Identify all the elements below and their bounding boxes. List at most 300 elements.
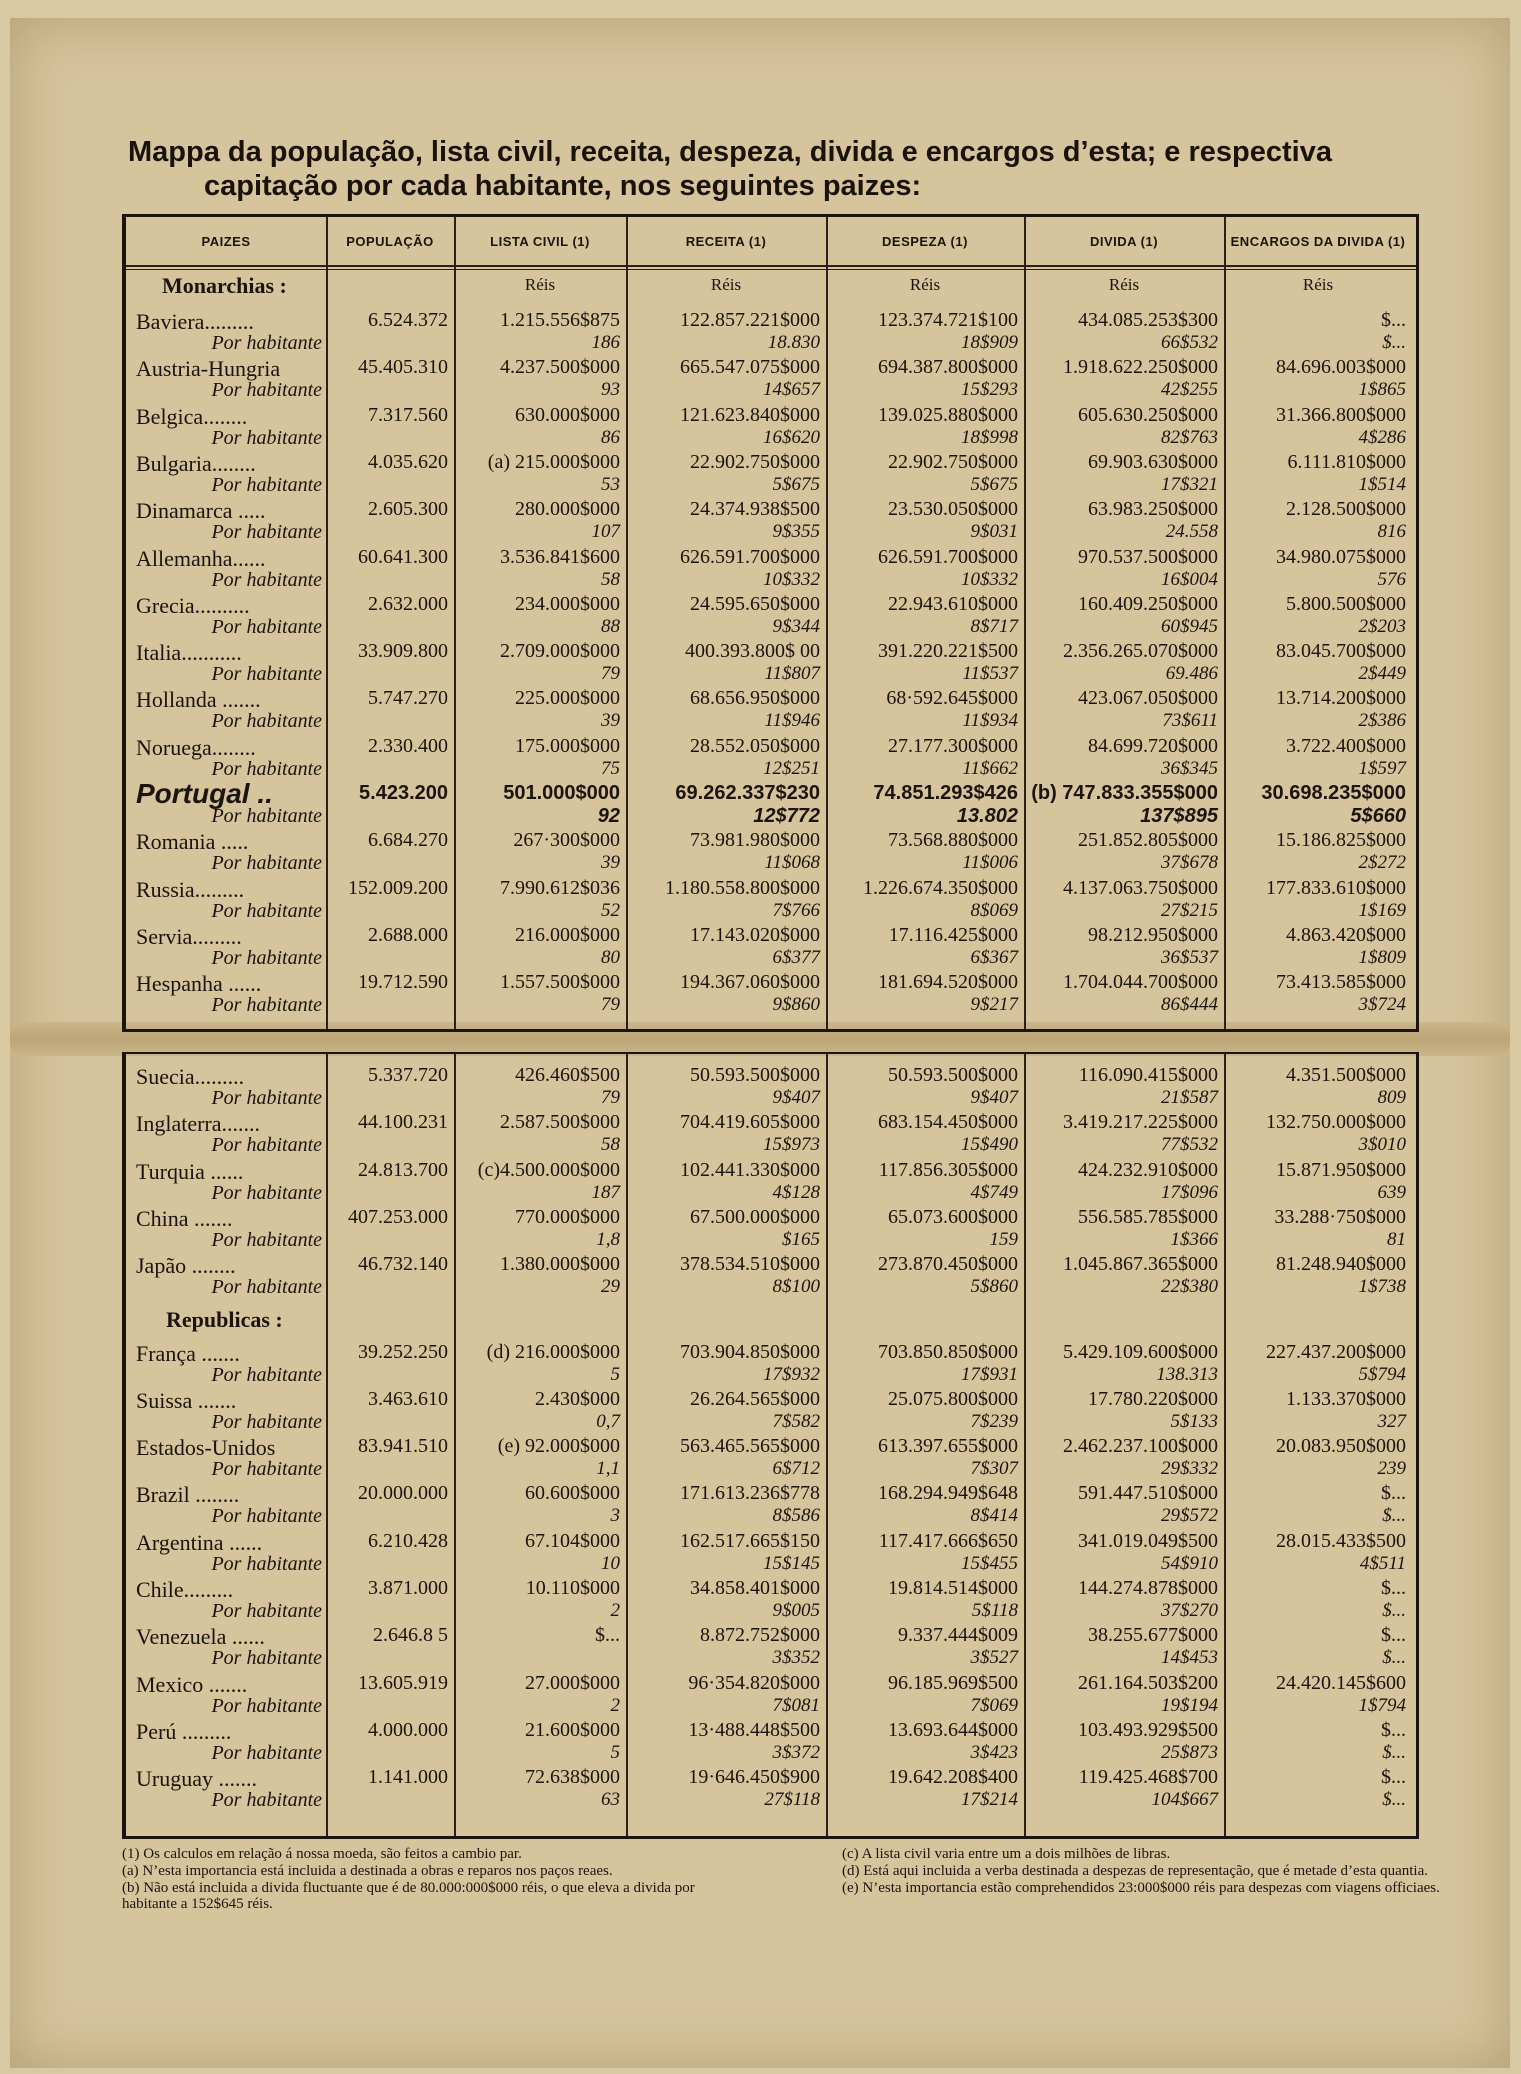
per-capita-despeza: 9$031	[970, 521, 1018, 543]
header-rule	[126, 265, 1416, 267]
cell-encargos: 81.248.940$000	[1276, 1253, 1406, 1276]
cell-pop: 2.330.400	[368, 734, 448, 757]
per-capita-receita: 3$372	[772, 1741, 820, 1763]
per-capita-divida: 16$004	[1161, 568, 1218, 590]
per-capita-label: Por habitante	[211, 568, 322, 591]
per-capita-label: Por habitante	[211, 426, 322, 449]
per-capita-despeza: 11$662	[962, 757, 1018, 779]
cell-pop: 6.524.372	[368, 309, 448, 331]
table-row	[126, 1624, 1416, 1672]
cell-despeza: 50.593.500$000	[888, 1064, 1018, 1086]
per-capita-receita: 18.830	[767, 332, 820, 353]
cell-despeza: 22.943.610$000	[888, 592, 1018, 615]
table-row	[126, 1577, 1416, 1625]
country-name: Turquia ......	[136, 1158, 244, 1184]
per-capita-divida: 24.558	[1165, 521, 1218, 543]
per-capita-label: Por habitante	[211, 1410, 322, 1433]
cell-pop: 4.035.620	[368, 450, 448, 473]
per-capita-lista: 2	[610, 1694, 620, 1716]
per-capita-despeza: 15$455	[961, 1552, 1018, 1574]
table-row	[126, 1766, 1416, 1814]
per-capita-lista: 5	[610, 1741, 620, 1763]
cell-despeza: 1.226.674.350$000	[863, 876, 1018, 899]
per-capita-despeza: 9$407	[970, 1087, 1018, 1108]
cell-divida: 144.274.878$000	[1078, 1577, 1218, 1599]
per-capita-despeza: 8$069	[970, 899, 1018, 921]
cell-despeza: 23.530.050$000	[888, 498, 1018, 521]
per-capita-lista: 10	[601, 1552, 620, 1574]
per-capita-despeza: 4$749	[970, 1181, 1018, 1203]
per-capita-encargos: 639	[1377, 1181, 1406, 1203]
cell-despeza: 74.851.293$426	[873, 782, 1018, 804]
cell-lista: 60.600$000	[525, 1482, 620, 1505]
table-row	[126, 356, 1416, 404]
per-capita-encargos: $...	[1382, 332, 1406, 353]
cell-encargos: 4.863.420$000	[1286, 923, 1406, 946]
cell-divida: 605.630.250$000	[1078, 403, 1218, 426]
footnote-1: (1) Os calculos em relação á nossa moeda, são feitos a cambio par.	[122, 1846, 522, 1862]
footnotes-left	[122, 1846, 742, 1913]
table-row	[126, 451, 1416, 499]
cell-encargos: 20.083.950$000	[1276, 1435, 1406, 1458]
cell-divida: 63.983.250$000	[1088, 498, 1218, 521]
cell-divida: 556.585.785$000	[1078, 1205, 1218, 1228]
country-name: Estados-Unidos	[136, 1435, 276, 1461]
unit-label: Réis	[1108, 275, 1140, 294]
cell-lista: 1.380.000$000	[500, 1253, 620, 1276]
table-row	[126, 971, 1416, 1019]
per-capita-divida: 37$270	[1161, 1600, 1218, 1621]
per-capita-encargos: 1$597	[1358, 757, 1406, 779]
per-capita-label: Por habitante	[211, 994, 322, 1017]
table-part-2	[122, 1052, 1419, 1839]
cell-pop: 5.423.200	[359, 782, 448, 804]
table-row	[126, 1206, 1416, 1254]
per-capita-encargos: $...	[1382, 1600, 1406, 1621]
per-capita-receita: 9$344	[772, 615, 820, 637]
per-capita-label: Por habitante	[211, 946, 322, 969]
per-capita-receita: 4$128	[772, 1181, 820, 1203]
per-capita-encargos: 2$449	[1358, 663, 1406, 685]
cell-receita: 122.857.221$000	[680, 309, 820, 331]
per-capita-lista: 29	[601, 1276, 620, 1298]
cell-lista: 630.000$000	[515, 403, 620, 426]
per-capita-label: Por habitante	[211, 852, 322, 875]
cell-lista: 225.000$000	[515, 687, 620, 710]
cell-divida: 1.045.867.365$000	[1063, 1253, 1218, 1276]
per-capita-despeza: 11$537	[962, 663, 1018, 685]
per-capita-lista: 107	[591, 521, 620, 543]
footnote-c: (c) A lista civil varia entre um a dois milhões de libras.	[842, 1846, 1171, 1862]
cell-divida: 341.019.049$500	[1078, 1529, 1218, 1552]
country-name: Chile.........	[136, 1577, 234, 1602]
per-capita-label: Por habitante	[211, 805, 322, 827]
cell-lista: 67.104$000	[525, 1529, 620, 1552]
per-capita-receita: 9$860	[772, 994, 820, 1016]
country-name: Venezuela ......	[136, 1624, 265, 1650]
per-capita-despeza: 5$675	[970, 473, 1018, 495]
per-capita-encargos: 2$203	[1358, 615, 1406, 637]
cell-lista: 4.237.500$000	[500, 356, 620, 379]
column-header-lista: LISTA CIVIL (1)	[490, 233, 590, 249]
cell-receita: 400.393.800$ 00	[685, 640, 820, 663]
cell-despeza: 391.220.221$500	[878, 640, 1018, 663]
per-capita-divida: 14$453	[1161, 1647, 1218, 1669]
cell-receita: 24.595.650$000	[690, 592, 820, 615]
country-name: Bulgaria........	[136, 450, 256, 476]
cell-divida: 98.212.950$000	[1088, 923, 1218, 946]
cell-divida: 970.537.500$000	[1078, 545, 1218, 568]
cell-encargos: 4.351.500$000	[1286, 1064, 1406, 1086]
per-capita-receita: 3$352	[772, 1647, 820, 1669]
per-capita-lista: 75	[601, 757, 620, 779]
cell-pop: 407.253.000	[348, 1205, 448, 1228]
cell-pop: 2.632.000	[368, 592, 448, 615]
per-capita-lista: 5	[610, 1363, 620, 1385]
cell-lista: 770.000$000	[515, 1205, 620, 1228]
cell-despeza: 19.814.514$000	[888, 1577, 1018, 1599]
per-capita-label: Por habitante	[211, 899, 322, 922]
per-capita-encargos: 2$272	[1358, 852, 1406, 874]
cell-encargos: $...	[1381, 1482, 1406, 1505]
per-capita-lista: 80	[601, 946, 620, 968]
table-row	[126, 546, 1416, 594]
per-capita-label: Por habitante	[211, 663, 322, 686]
per-capita-encargos: 809	[1377, 1087, 1406, 1108]
cell-pop: 33.909.800	[358, 640, 448, 663]
cell-divida: 261.164.503$200	[1078, 1671, 1218, 1694]
cell-pop: 44.100.231	[358, 1111, 448, 1134]
country-name: Inglaterra.......	[136, 1111, 260, 1137]
cell-encargos: $...	[1381, 1718, 1406, 1741]
per-capita-encargos: 2$386	[1358, 710, 1406, 732]
per-capita-divida: 82$763	[1161, 426, 1218, 448]
cell-encargos: $...	[1381, 309, 1406, 331]
per-capita-divida: 37$678	[1161, 852, 1218, 874]
per-capita-despeza: 15$490	[961, 1134, 1018, 1156]
country-name: França .......	[136, 1340, 240, 1366]
cell-receita: 34.858.401$000	[690, 1577, 820, 1599]
cell-pop: 5.747.270	[368, 687, 448, 710]
cell-divida: 17.780.220$000	[1088, 1387, 1218, 1410]
per-capita-lista: 79	[601, 994, 620, 1016]
cell-despeza: 613.397.655$000	[878, 1435, 1018, 1458]
per-capita-despeza: 10$332	[961, 568, 1018, 590]
per-capita-divida: 22$380	[1161, 1276, 1218, 1298]
per-capita-label: Por habitante	[211, 379, 322, 402]
per-capita-label: Por habitante	[211, 757, 322, 780]
cell-despeza: 703.850.850$000	[878, 1340, 1018, 1363]
per-capita-encargos: 81	[1387, 1228, 1406, 1250]
per-capita-divida: 17$321	[1161, 473, 1218, 495]
cell-encargos: 227.437.200$000	[1266, 1340, 1406, 1363]
per-capita-divida: 54$910	[1161, 1552, 1218, 1574]
per-capita-despeza: 7$069	[970, 1694, 1018, 1716]
per-capita-lista: 187	[591, 1181, 620, 1203]
cell-pop: 24.813.700	[358, 1158, 448, 1181]
cell-despeza: 25.075.800$000	[888, 1387, 1018, 1410]
cell-receita: 102.441.330$000	[680, 1158, 820, 1181]
table-row	[126, 1435, 1416, 1483]
per-capita-label: Por habitante	[211, 1789, 322, 1812]
country-name: Suissa .......	[136, 1387, 237, 1413]
per-capita-label: Por habitante	[211, 332, 322, 354]
cell-receita: 73.981.980$000	[690, 829, 820, 852]
cell-lista: 1.215.556$875	[500, 309, 620, 331]
table-row	[126, 1341, 1416, 1389]
per-capita-label: Por habitante	[211, 1600, 322, 1622]
cell-divida: 2.356.265.070$000	[1063, 640, 1218, 663]
cell-receita: 67.500.000$000	[690, 1205, 820, 1228]
cell-lista: 1.557.500$000	[500, 971, 620, 994]
per-capita-despeza: 15$293	[961, 379, 1018, 401]
cell-encargos: 34.980.075$000	[1276, 545, 1406, 568]
table-row	[126, 1672, 1416, 1720]
per-capita-receita: 7$582	[772, 1410, 820, 1432]
per-capita-divida: 138.313	[1156, 1363, 1218, 1385]
cell-divida: 3.419.217.225$000	[1063, 1111, 1218, 1134]
per-capita-divida: 60$945	[1161, 615, 1218, 637]
cell-receita: 704.419.605$000	[680, 1111, 820, 1134]
cell-despeza: 117.417.666$650	[878, 1529, 1018, 1552]
cell-lista: $...	[595, 1624, 620, 1647]
per-capita-label: Por habitante	[211, 1458, 322, 1481]
per-capita-divida: 1$366	[1170, 1228, 1218, 1250]
per-capita-lista: 86	[601, 426, 620, 448]
cell-receita: 665.547.075$000	[680, 356, 820, 379]
cell-lista: 72.638$000	[525, 1766, 620, 1789]
per-capita-lista: 88	[601, 615, 620, 637]
column-header-encargos: ENCARGOS DA DIVIDA (1)	[1230, 233, 1406, 249]
cell-pop: 2.646.8 5	[373, 1624, 448, 1647]
per-capita-receita: 15$973	[763, 1134, 820, 1156]
table-row	[126, 1159, 1416, 1207]
cell-lista: 2.587.500$000	[500, 1111, 620, 1134]
table-row	[126, 404, 1416, 452]
unit-label: Réis	[710, 275, 742, 294]
per-capita-lista: 1,8	[596, 1228, 620, 1250]
per-capita-encargos: 239	[1377, 1458, 1406, 1480]
cell-despeza: 683.154.450$000	[878, 1111, 1018, 1134]
per-capita-despeza: 11$006	[962, 852, 1018, 874]
cell-lista: 2.430$000	[535, 1387, 620, 1410]
cell-pop: 6.210.428	[368, 1529, 448, 1552]
cell-despeza: 694.387.800$000	[878, 356, 1018, 379]
per-capita-despeza: 6$367	[970, 946, 1018, 968]
per-capita-receita: 11$068	[764, 852, 820, 874]
cell-encargos: 6.111.810$000	[1287, 450, 1406, 473]
table-row	[126, 735, 1416, 783]
cell-encargos: $...	[1381, 1766, 1406, 1789]
per-capita-receita: 12$772	[753, 805, 820, 827]
cell-pop: 83.941.510	[358, 1435, 448, 1458]
cell-receita: 17.143.020$000	[690, 923, 820, 946]
cell-encargos: 84.696.003$000	[1276, 356, 1406, 379]
cell-divida: 434.085.253$300	[1078, 309, 1218, 331]
per-capita-lista: 53	[601, 473, 620, 495]
per-capita-label: Por habitante	[211, 1087, 322, 1109]
table-row	[126, 593, 1416, 641]
per-capita-label: Por habitante	[211, 1741, 322, 1764]
country-name: Dinamarca .....	[136, 498, 266, 524]
cell-receita: 13·488.448$500	[688, 1718, 820, 1741]
cell-divida: 423.067.050$000	[1078, 687, 1218, 710]
cell-despeza: 626.591.700$000	[878, 545, 1018, 568]
per-capita-receita: 14$657	[763, 379, 820, 401]
cell-divida: 2.462.237.100$000	[1063, 1435, 1218, 1458]
per-capita-despeza: 17$931	[961, 1363, 1018, 1385]
cell-despeza: 168.294.949$648	[878, 1482, 1018, 1505]
cell-pop: 13.605.919	[358, 1671, 448, 1694]
per-capita-receita: 10$332	[763, 568, 820, 590]
cell-despeza: 73.568.880$000	[888, 829, 1018, 852]
cell-lista: 7.990.612$036	[500, 876, 620, 899]
per-capita-despeza: 3$423	[970, 1741, 1018, 1763]
cell-encargos: 132.750.000$000	[1266, 1111, 1406, 1134]
per-capita-divida: 5$133	[1170, 1410, 1218, 1432]
cell-divida: 424.232.910$000	[1078, 1158, 1218, 1181]
cell-despeza: 27.177.300$000	[888, 734, 1018, 757]
per-capita-lista: 1,1	[596, 1458, 620, 1480]
per-capita-divida: 86$444	[1161, 994, 1218, 1016]
per-capita-lista: 58	[601, 568, 620, 590]
per-capita-lista: 39	[601, 852, 620, 874]
country-name: Suecia.........	[136, 1064, 245, 1089]
cell-encargos: 2.128.500$000	[1286, 498, 1406, 521]
per-capita-encargos: $...	[1382, 1789, 1406, 1811]
country-name: Brazil ........	[136, 1482, 240, 1508]
per-capita-divida: 25$873	[1161, 1741, 1218, 1763]
table-row	[126, 1719, 1416, 1767]
cell-despeza: 139.025.880$000	[878, 403, 1018, 426]
cell-divida: 119.425.468$700	[1078, 1766, 1218, 1789]
header-rule-thin	[126, 269, 1416, 270]
table-row	[126, 1388, 1416, 1436]
per-capita-label: Por habitante	[211, 615, 322, 638]
per-capita-label: Por habitante	[211, 1694, 322, 1717]
cell-encargos: $...	[1381, 1577, 1406, 1599]
per-capita-lista: 92	[597, 805, 620, 827]
cell-encargos: 177.833.610$000	[1266, 876, 1406, 899]
cell-divida: 1.704.044.700$000	[1063, 971, 1218, 994]
cell-pop: 3.463.610	[368, 1387, 448, 1410]
per-capita-divida: 29$332	[1161, 1458, 1218, 1480]
per-capita-label: Por habitante	[211, 1134, 322, 1157]
cell-divida: 38.255.677$000	[1088, 1624, 1218, 1647]
country-name: Perú .........	[136, 1718, 232, 1744]
country-name: Romania .....	[136, 829, 249, 855]
cell-encargos: 83.045.700$000	[1276, 640, 1406, 663]
cell-lista: 234.000$000	[515, 592, 620, 615]
cell-encargos: 15.186.825$000	[1276, 829, 1406, 852]
cell-receita: 8.872.752$000	[700, 1624, 820, 1647]
per-capita-despeza: 7$239	[970, 1410, 1018, 1432]
per-capita-despeza: 13.802	[956, 805, 1018, 827]
per-capita-encargos: 1$169	[1358, 899, 1406, 921]
per-capita-label: Por habitante	[211, 1647, 322, 1670]
per-capita-lista: 79	[601, 1087, 620, 1108]
cell-pop: 7.317.560	[368, 403, 448, 426]
country-name: Austria-Hungria	[136, 356, 281, 382]
per-capita-lista: 0,7	[596, 1410, 620, 1432]
cell-lista: 27.000$000	[525, 1671, 620, 1694]
per-capita-receita: 11$946	[764, 710, 820, 732]
cell-receita: 121.623.840$000	[680, 403, 820, 426]
per-capita-receita: 6$377	[772, 946, 820, 968]
cell-pop: 60.641.300	[358, 545, 448, 568]
cell-pop: 20.000.000	[358, 1482, 448, 1505]
cell-lista: (a) 215.000$000	[487, 450, 620, 473]
per-capita-lista: 52	[601, 899, 620, 921]
cell-lista: 2.709.000$000	[500, 640, 620, 663]
table-row	[126, 877, 1416, 925]
per-capita-receita: 7$081	[772, 1694, 820, 1716]
cell-divida: 5.429.109.600$000	[1063, 1340, 1218, 1363]
per-capita-despeza: 3$527	[970, 1647, 1018, 1669]
cell-receita: 703.904.850$000	[680, 1340, 820, 1363]
cell-receita: 378.534.510$000	[680, 1253, 820, 1276]
per-capita-divida: 36$345	[1161, 757, 1218, 779]
per-capita-encargos: 3$010	[1358, 1134, 1406, 1156]
per-capita-despeza: 8$414	[970, 1505, 1018, 1527]
per-capita-divida: 104$667	[1151, 1789, 1218, 1811]
cell-encargos: 73.413.585$000	[1276, 971, 1406, 994]
per-capita-divida: 77$532	[1161, 1134, 1218, 1156]
title-line-2: capitação por cada habitante, nos seguintes paizes:	[204, 170, 922, 202]
cell-divida: 160.409.250$000	[1078, 592, 1218, 615]
cell-divida: 103.493.929$500	[1078, 1718, 1218, 1741]
country-name: Uruguay .......	[136, 1766, 257, 1792]
cell-receita: 19·646.450$900	[688, 1766, 820, 1789]
cell-lista: 501.000$000	[503, 782, 620, 804]
per-capita-encargos: 4$286	[1358, 426, 1406, 448]
cell-receita: 22.902.750$000	[690, 450, 820, 473]
cell-pop: 6.684.270	[368, 829, 448, 852]
per-capita-divida: 21$587	[1161, 1087, 1218, 1108]
cell-encargos: 28.015.433$500	[1276, 1529, 1406, 1552]
footnote-e: (e) N’esta importancia estão comprehendidos 23:000$000 réis para despezas com viagens officiaes.	[842, 1880, 1440, 1896]
cell-receita: 96·354.820$000	[688, 1671, 820, 1694]
cell-receita: 28.552.050$000	[690, 734, 820, 757]
cell-despeza: 17.116.425$000	[888, 923, 1018, 946]
cell-despeza: 19.642.208$400	[888, 1766, 1018, 1789]
cell-divida: 84.699.720$000	[1088, 734, 1218, 757]
per-capita-divida: 69.486	[1165, 663, 1218, 685]
cell-pop: 152.009.200	[348, 876, 448, 899]
country-name: Hespanha ......	[136, 971, 262, 997]
per-capita-receita: 15$145	[763, 1552, 820, 1574]
table-row	[126, 1530, 1416, 1578]
country-name: Russia.........	[136, 876, 245, 902]
cell-lista: (d) 216.000$000	[486, 1340, 620, 1363]
country-name: China .......	[136, 1205, 233, 1231]
country-name: Servia.........	[136, 923, 242, 949]
footnotes-right	[842, 1846, 1462, 1897]
per-capita-encargos: 5$794	[1358, 1363, 1406, 1385]
country-name: Portugal ..	[136, 778, 273, 809]
per-capita-label: Por habitante	[211, 1276, 322, 1299]
footnote-b: (b) Não está incluida a divida fluctuante que é de 80.000:000$000 réis, o que eleva a divida por habitante a 152$645 réis.	[122, 1880, 695, 1912]
table-row	[126, 687, 1416, 735]
per-capita-despeza: 5$118	[971, 1600, 1018, 1621]
per-capita-receita: 8$100	[772, 1276, 820, 1298]
per-capita-divida: 19$194	[1161, 1694, 1218, 1716]
cell-divida: 69.903.630$000	[1088, 450, 1218, 473]
cell-despeza: 13.693.644$000	[888, 1718, 1018, 1741]
per-capita-despeza: 17$214	[961, 1789, 1018, 1811]
cell-encargos: 5.800.500$000	[1286, 592, 1406, 615]
footnote-a: (a) N’esta importancia está incluida a destinada a obras e reparos nos paços reaes.	[122, 1863, 613, 1879]
